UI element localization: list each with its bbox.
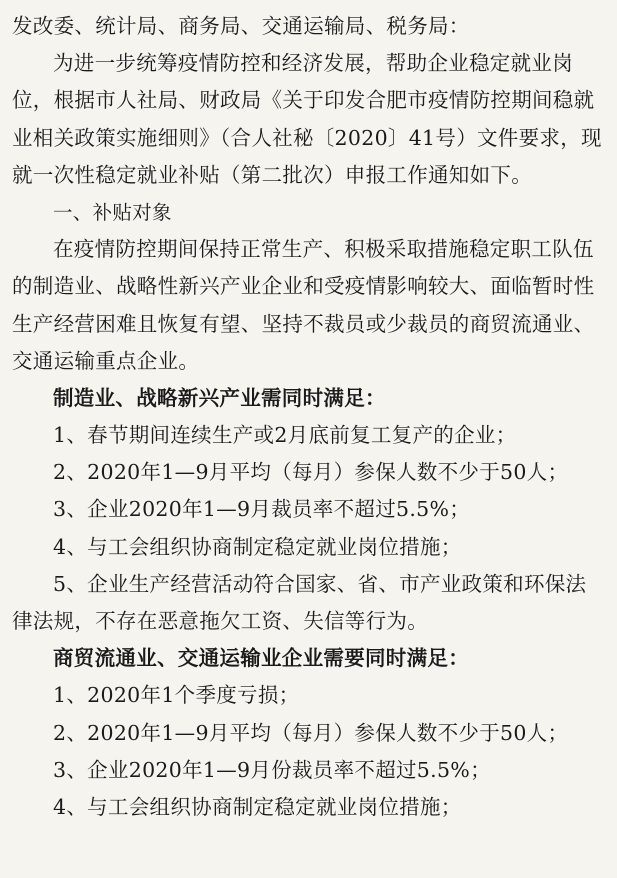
- doc-line: 为进一步统筹疫情防控和经济发展，帮助企业稳定就业岗: [53, 51, 573, 76]
- list-item: 4、与工会组织协商制定稳定就业岗位措施；: [53, 534, 462, 559]
- doc-line: 发改委、统计局、商务局、交通运输局、税务局：: [12, 14, 470, 38]
- doc-line: 律法规，不存在恶意拖欠工资、失信等行为。: [12, 609, 428, 633]
- list-item: 2、2020年1—9月平均（每月）参保人数不少于50人；: [53, 460, 569, 485]
- subsection-heading: 商贸流通业、交通运输业企业需要同时满足：: [53, 646, 469, 671]
- list-item: 1、2020年1个季度亏损；: [53, 683, 300, 708]
- subsection-heading: 制造业、战略新兴产业需同时满足：: [53, 385, 386, 410]
- doc-line: 业相关政策实施细则》（合人社秘〔2020〕41号）文件要求，现: [12, 125, 602, 150]
- list-item: 5、企业生产经营活动符合国家、省、市产业政策和环保法: [53, 571, 587, 596]
- doc-line: 的制造业、战略性新兴产业企业和受疫情影响较大、面临暂时性: [12, 274, 595, 299]
- list-item: 1、春节期间连续生产或2月底前复工复产的企业；: [53, 423, 517, 448]
- list-item: 2、2020年1—9月平均（每月）参保人数不少于50人；: [53, 720, 569, 745]
- doc-line: 交通运输重点企业。: [12, 348, 200, 373]
- doc-line: 位，根据市人社局、财政局《关于印发合肥市疫情防控期间稳就: [12, 88, 595, 113]
- list-item: 4、与工会组织协商制定稳定就业岗位措施；: [53, 794, 462, 819]
- doc-line: 在疫情防控期间保持正常生产、积极采取措施稳定职工队伍: [53, 237, 594, 262]
- list-item: 3、企业2020年1—9月裁员率不超过5.5%；: [53, 497, 471, 522]
- section-heading: 一、补贴对象: [53, 200, 172, 224]
- doc-line: 就一次性稳定就业补贴（第二批次）申报工作通知如下。: [12, 162, 532, 187]
- list-item: 3、企业2020年1—9月份裁员率不超过5.5%；: [53, 757, 491, 782]
- doc-line: 生产经营困难且恢复有望、坚持不裁员或少裁员的商贸流通业、: [12, 311, 595, 336]
